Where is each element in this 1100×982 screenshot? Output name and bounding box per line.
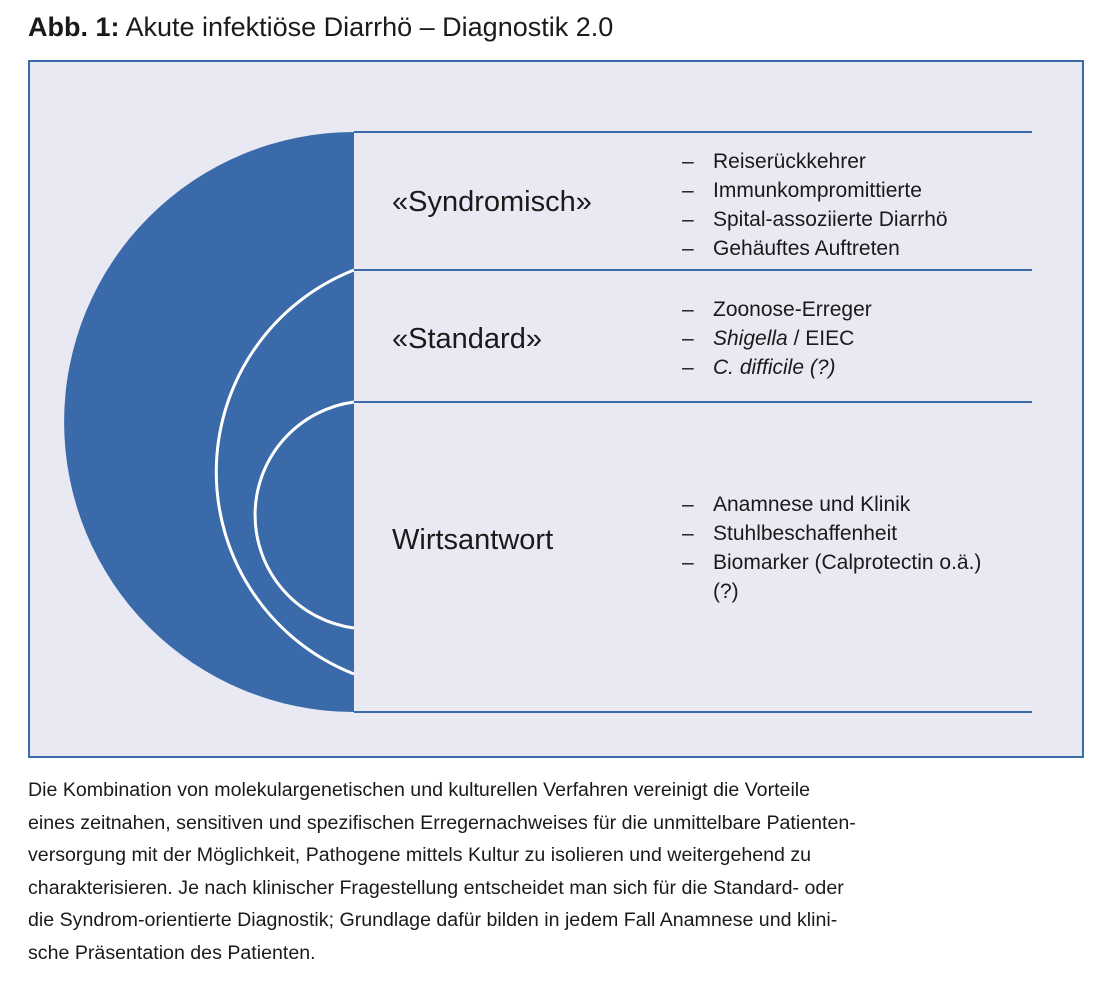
list-item: – Anamnese und Klinik (682, 490, 983, 519)
list-item: – Stuhlbeschaffenheit (682, 519, 983, 548)
list-item: – Shigella / EIEC (682, 324, 872, 353)
caption-line: eines zeitnahen, sensitiven und spezifischen Erregernachweises für die unmittelbare Patienten- (28, 811, 856, 834)
caption-line: versorgung mit der Möglichkeit, Pathogene mittels Kultur zu isolieren und weitergehend zu (28, 844, 812, 867)
list-item: – Reiserückkehrer (682, 147, 948, 176)
outer-semicircle (64, 132, 354, 712)
band-items-wirtsantwort (682, 490, 983, 606)
list-item: – Zoonose-Erreger (682, 295, 872, 324)
figure-number: Abb. 1: (28, 12, 120, 42)
figure-caption (28, 774, 1078, 970)
band-items-syndromisch (682, 147, 948, 263)
figure-title-text: Akute infektiöse Diarrhö – Diagnostik 2.0 (125, 12, 614, 42)
band-label-standard: «Standard» (392, 323, 542, 355)
figure-title (28, 12, 613, 43)
list-item: – Immunkompromittierte (682, 176, 948, 205)
band-items-standard (682, 295, 872, 382)
caption-line: Die Kombination von molekulargenetischen und kulturellen Verfahren vereinigt die Vorteile (28, 779, 811, 801)
caption-line: sche Präsentation des Patienten. (28, 941, 316, 964)
list-item: – C. difficile (?) (682, 353, 872, 382)
list-item: – Spital-assoziierte Diarrhö (682, 205, 948, 234)
list-item: – Biomarker (Calprotectin o.ä.) (?) (682, 548, 983, 606)
band-label-syndromisch: «Syndromisch» (392, 186, 592, 218)
list-item: – Gehäuftes Auftreten (682, 234, 948, 263)
caption-line: charakterisieren. Je nach klinischer Fragestellung entscheidet man sich für die Standard- oder (28, 876, 844, 899)
band-label-wirtsantwort: Wirtsantwort (392, 524, 554, 556)
caption-line: die Syndrom-orientierte Diagnostik; Grundlage dafür bilden in jedem Fall Anamnese und klini- (28, 909, 838, 932)
